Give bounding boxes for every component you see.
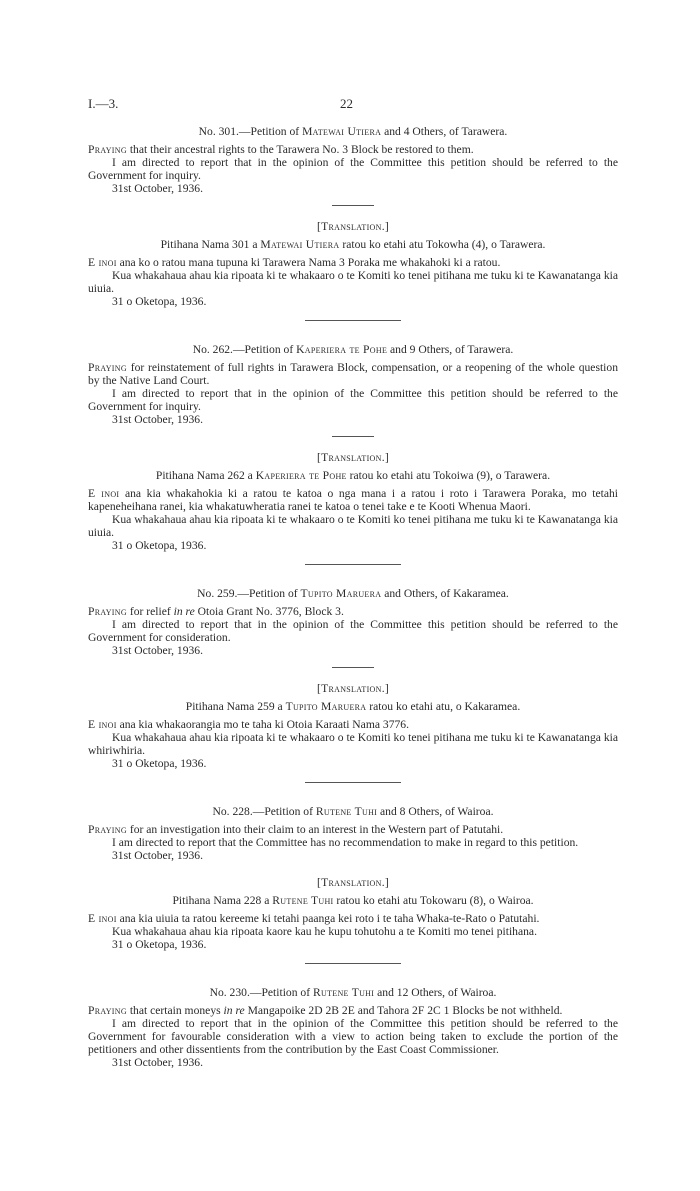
section-divider [305,564,401,565]
translation-title: Pitihana Nama 259 a Tupito Maruera ratou ko etahi atu, o Kakaramea. [185,700,521,713]
translation-date: 31 o Oketopa, 1936. [112,295,207,308]
report-date: 31st October, 1936. [112,413,203,426]
section-divider [305,320,401,321]
praying-text: Praying that certain moneys in re Mangapoike 2D 2B 2E and Tahora 2F 2C 1 Blocks be not withheld. [88,1004,563,1017]
translation-heading: [Translation.] [316,220,390,233]
translation-report: Kua whakahaua ahau kia ripoata ki te whakaaro o te Komiti ko tenei pitihana me tuku ki te Kawanatanga kia uiuia. [88,513,618,539]
translation-date: 31 o Oketopa, 1936. [112,539,207,552]
praying-text: Praying for an investigation into their claim to an interest in the Western part of Patutahi. [88,823,504,836]
petition-title: No. 228.—Petition of Rutene Tuhi and 8 Others, of Wairoa. [212,805,494,818]
translation-heading: [Translation.] [316,876,390,889]
petition-section [88,343,618,565]
praying-text: Praying that their ancestral rights to the Tarawera No. 3 Block be restored to them. [88,143,474,156]
translation-date: 31 o Oketopa, 1936. [112,757,207,770]
report-text: I am directed to report that in the opinion of the Committee this petition should be referred to the Government for consideration. [88,618,618,644]
translation-title: Pitihana Nama 262 a Kaperiera te Pohe ratou ko etahi atu Tokoiwa (9), o Tarawera. [155,469,551,482]
paper-reference: I.—3. [88,96,119,111]
divider [332,667,374,668]
translation-date: 31 o Oketopa, 1936. [112,938,207,951]
petition-section [88,587,618,783]
praying-text: Praying for relief in re Otoia Grant No. 3776, Block 3. [88,605,344,618]
praying-text: Praying for reinstatement of full rights in Tarawera Block, compensation, or a reopening of the whole question by the Native Land Court. [88,361,618,387]
report-date: 31st October, 1936. [112,644,203,657]
translation-prayer: E inoi ana kia whakaorangia mo te taha ki Otoia Karaati Nama 3776. [88,718,409,731]
petition-section [88,805,618,964]
divider [332,436,374,437]
translation-report: Kua whakahaua ahau kia ripoata ki te whakaaro o te Komiti ko tenei pitihana me tuku ki te Kawanatanga kia uiuia. [88,269,618,295]
translation-report: Kua whakahaua ahau kia ripoata ki te whakaaro o te Komiti ko tenei pitihana me tuku ki te Kawanatanga kia whiriwhiria. [88,731,618,757]
petition-title: No. 230.—Petition of Rutene Tuhi and 12 Others, of Wairoa. [209,986,497,999]
translation-title: Pitihana Nama 301 a Matewai Utiera ratou ko etahi atu Tokowha (4), o Tarawera. [160,238,546,251]
report-date: 31st October, 1936. [112,182,203,195]
translation-prayer: E inoi ana kia whakahokia ki a ratou te katoa o nga mana i a ratou i roto i Tarawera Poraka, mo tetahi kapeneheihana ranei, kia whakatuwheratia ranei te katoa o tenei take e te Kooti Whenua Maori. [88,487,618,513]
petition-title: No. 262.—Petition of Kaperiera te Pohe and 9 Others, of Tarawera. [192,343,514,356]
report-text: I am directed to report that in the opinion of the Committee this petition should be referred to the Government for inquiry. [88,387,618,413]
petition-section [88,125,618,321]
section-divider [305,963,401,964]
translation-prayer: E inoi ana kia uiuia ta ratou kereeme ki tetahi paanga kei roto i te taha Whaka-te-Rato o Patutahi. [88,912,540,925]
petition-title: No. 301.—Petition of Matewai Utiera and 4 Others, of Tarawera. [198,125,508,138]
report-date: 31st October, 1936. [112,1056,203,1069]
divider [332,205,374,206]
petition-title: No. 259.—Petition of Tupito Maruera and Others, of Kakaramea. [197,587,509,600]
petition-section [88,986,618,1069]
report-date: 31st October, 1936. [112,849,203,862]
translation-prayer: E inoi ana ko o ratou mana tupuna ki Tarawera Nama 3 Poraka me whakahoki ki a ratou. [88,256,501,269]
petitions-body [88,125,618,1069]
translation-heading: [Translation.] [316,682,390,695]
report-text: I am directed to report that in the opinion of the Committee this petition should be referred to the Government for inquiry. [88,156,618,182]
translation-heading: [Translation.] [316,451,390,464]
page-number: 22 [340,96,353,111]
translation-report: Kua whakahaua ahau kia ripoata kaore kau he kupu tohutohu a te Komiti mo tenei pitihana. [112,925,537,938]
report-text: I am directed to report that in the opinion of the Committee this petition should be referred to the Government for favourable consideration with a view to action being taken to exclude the portion of the petitioners and other dissentients from the contribution by the East Coast Commissioner. [88,1017,618,1056]
translation-title: Pitihana Nama 228 a Rutene Tuhi ratou ko etahi atu Tokowaru (8), o Wairoa. [172,894,534,907]
section-divider [305,782,401,783]
report-text: I am directed to report that the Committee has no recommendation to make in regard to this petition. [112,836,579,849]
